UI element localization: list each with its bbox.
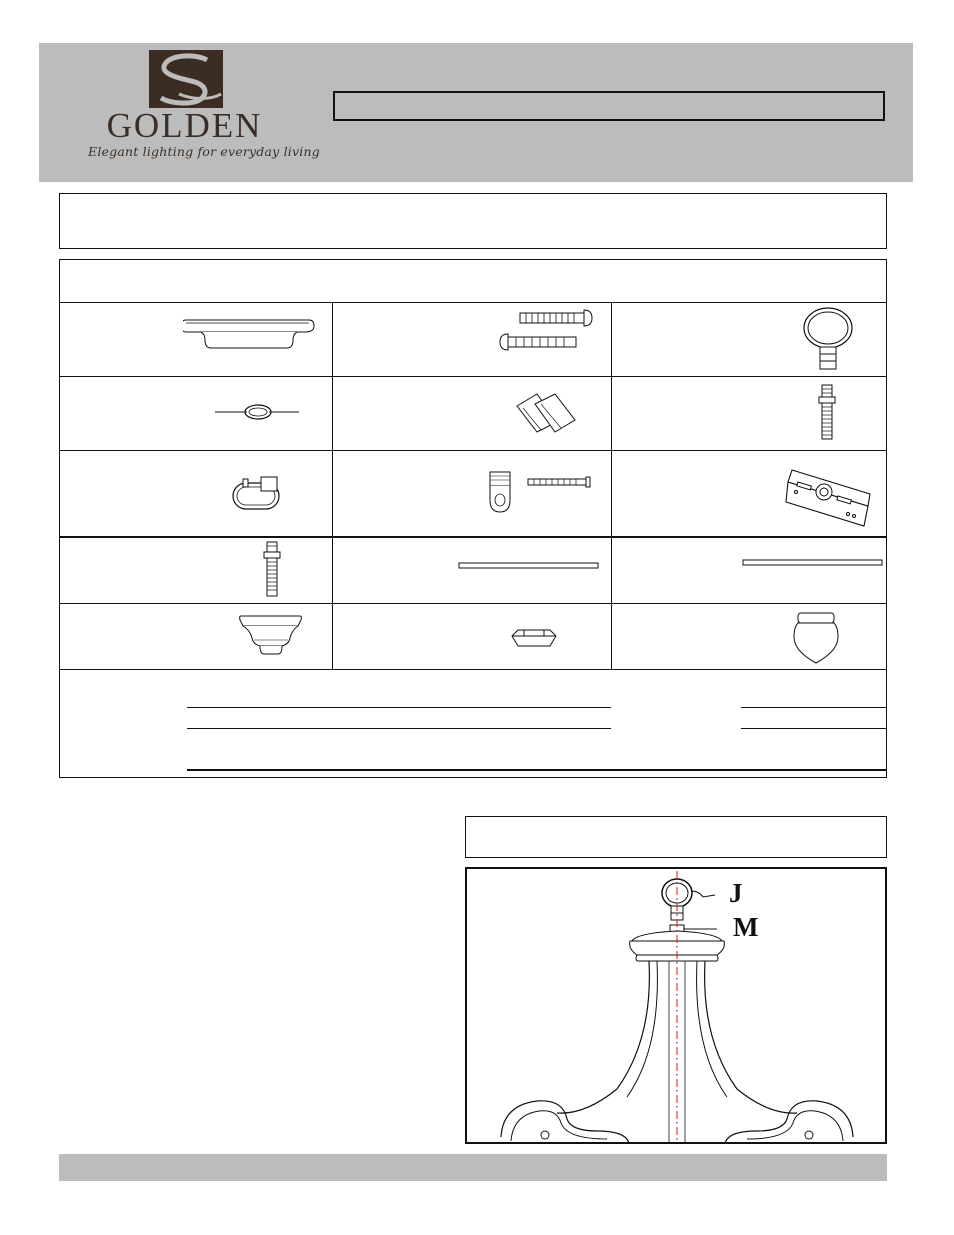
golden-logo-icon [149,50,223,108]
field-line [741,728,887,729]
field-line [187,728,611,729]
table-rule [332,302,333,670]
short-nipple-icon [263,540,281,598]
footer-band [59,1154,887,1181]
table-rule [60,302,886,303]
table-rule [60,536,886,538]
assembly-diagram [465,867,887,1144]
title-box [333,91,885,121]
quick-link-icon [230,474,282,514]
table-rule [60,669,886,670]
field-line [741,707,887,708]
wire-connector-icon [515,392,577,434]
fixture-drawing-icon [467,869,887,1144]
canopy-icon [183,318,315,350]
table-rule [611,302,612,670]
down-rod-icon [742,559,884,567]
canopy-cap-icon [238,612,304,658]
screws-icon [498,308,594,354]
hex-nut-icon [506,628,562,650]
field-line [187,707,611,708]
crossbar-icon [784,462,872,532]
chain-link-icon [215,400,301,424]
callout-m: M [733,912,759,942]
table-rule [60,603,886,604]
loop-ring-icon [801,306,857,372]
table-rule [60,376,886,377]
callout-j: J [729,878,743,908]
screw-collar-icon [486,470,592,516]
table-rule [60,450,886,451]
finial-icon [792,611,840,665]
brand-name: GOLDEN [106,106,263,145]
down-rod-icon [458,562,600,570]
field-line [187,769,887,771]
field-line [886,707,887,729]
step-title-box [465,816,887,858]
brand-tagline: Elegant lighting for everyday living [88,144,320,159]
threaded-nipple-icon [817,383,837,441]
intro-box [59,193,887,249]
